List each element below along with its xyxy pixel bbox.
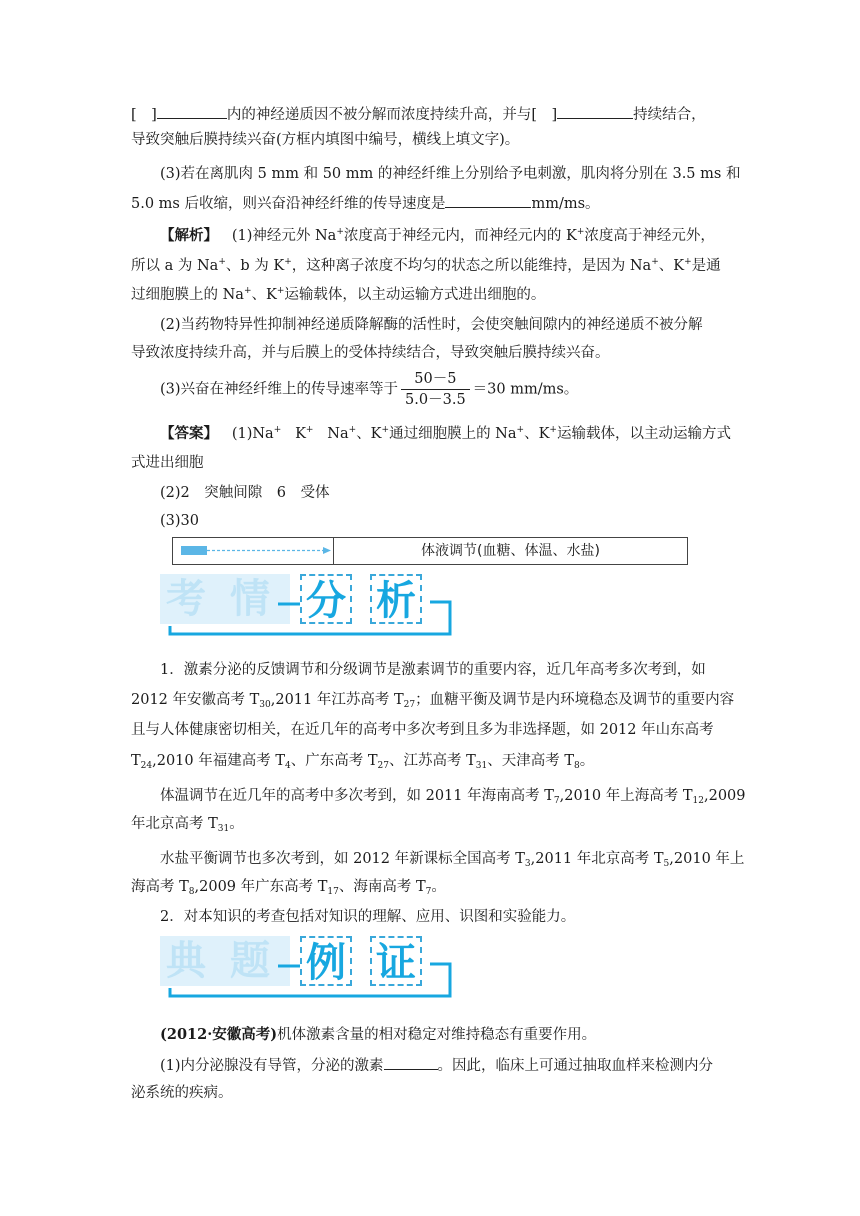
analysis-para-3b: 海高考 $T_8,2009$ 年广东高考 $T_{17}$、海南高考 $T_7$。 <box>131 879 446 897</box>
answer-blank <box>445 193 531 208</box>
analysis-line-4: (2)当药物特异性抑制神经递质降解酶的活性时，会使突触间隙内的神经递质不被分解 <box>160 317 703 333</box>
answer-blank <box>157 104 227 119</box>
analysis-line-3: 过细胞膜上的 Na+、K+运输载体，以主动运输方式进出细胞的。 <box>131 286 546 303</box>
topic-title: 体液调节(血糖、体温、水盐) <box>421 543 600 559</box>
analysis-para-2b: 年北京高考 $T_{31}$。 <box>131 816 244 834</box>
analysis-para-1b: 2012 年安徽高考 $T_{30},2011$ 年江苏高考 $T_{27}$；血糖平衡及调节是内环境稳态及调节的重要内容 <box>131 692 735 710</box>
example-q1-cont: 泌系统的疾病。 <box>131 1085 233 1101</box>
analysis-para-1d: $T_{24},2010$ 年福建高考 $T_4$、广东高考 $T_{27}$、江苏高考 $T_{31}$、天津高考 $T_8$。 <box>131 753 595 771</box>
answer-label: 【答案】 <box>160 425 218 442</box>
answer-blank <box>557 104 633 119</box>
analysis-para-1: 1．激素分泌的反馈调节和分级调节是激素调节的重要内容，近几年高考多次考到，如 <box>160 662 706 678</box>
analysis-label: 【解析】 <box>160 227 218 244</box>
analysis-para-1c: 且与人体健康密切相关，在近几年的高考中多次考到且多为非选择题，如 2012 年山东高考 <box>131 722 714 738</box>
answer-line-3: (2)2 突触间隙 6 受体 <box>160 485 330 501</box>
question-line-1: [ ] 内的神经递质因不被分解而浓度持续升高，并与[ ] 持续结合， <box>131 104 731 125</box>
question-3: (3)若在离肌肉 5 mm 和 50 mm 的神经纤维上分别给予电刺激，肌肉将分别在 3.5 ms 和 <box>160 166 741 182</box>
answer-blank <box>384 1055 438 1070</box>
analysis-para-3: 水盐平衡调节也多次考到，如 2012 年新课标全国高考 $T_3,2011$ 年北京高考 $T_5,2010$ 年上 <box>160 851 745 869</box>
answer-line-2: 式进出细胞 <box>131 455 204 471</box>
bracket-box: [ ] <box>131 107 157 123</box>
analysis-para-4: 2．对本知识的考查包括对知识的理解、应用、识图和实验能力。 <box>160 909 576 925</box>
example-source: (2012·安徽高考) <box>160 1026 278 1043</box>
example-q1: (1)内分泌腺没有导管，分泌的激素 。因此，临床上可通过抽取血样来检测内分 <box>160 1055 760 1076</box>
analysis-line-6: (3)兴奋在神经纤维上的传导速率等于 $\frac{50-5}{5.0-3.5}$ ＝30 mm/ms。 <box>160 371 579 408</box>
topic-arrow-graphic <box>173 538 334 564</box>
section-banner-exam-analysis: 考 情 分 析 <box>160 572 460 634</box>
topic-header-box <box>172 537 688 565</box>
example-stem: (2012·安徽高考)机体激素含量的相对稳定对维持稳态有重要作用。 <box>160 1026 597 1043</box>
answer-line-4: (3)30 <box>160 513 199 529</box>
rate-fraction: $\frac{50-5}{5.0-3.5}$ <box>401 370 470 409</box>
question-3-cont: 5.0 ms 后收缩，则兴奋沿神经纤维的传导速度是 mm/ms。 <box>131 193 731 214</box>
analysis-line-5: 导致浓度持续升高，并与后膜上的受体持续结合，导致突触后膜持续兴奋。 <box>131 345 610 361</box>
section-banner-example: 典 题 例 证 <box>160 934 460 996</box>
analysis-line-1: 【解析】 (1)神经元外 Na+浓度高于神经元内，而神经元内的 K+浓度高于神经元外， <box>160 227 715 244</box>
question-line-2: 导致突触后膜持续兴奋(方框内填图中编号，横线上填文字)。 <box>131 132 520 148</box>
answer-line-1: 【答案】 (1)Na+ K+ Na+、K+通过细胞膜上的 Na+、K+运输载体，以主动运输方式 <box>160 425 731 442</box>
analysis-line-2: 所以 a 为 Na+、b 为 K+，这种离子浓度不均匀的状态之所以能维持，是因为 Na+、K+是通 <box>131 257 721 274</box>
analysis-para-2: 体温调节在近几年的高考中多次考到，如 2011 年海南高考 $T_7,2010$ 年上海高考 $T_{12},2009$ <box>160 788 746 806</box>
